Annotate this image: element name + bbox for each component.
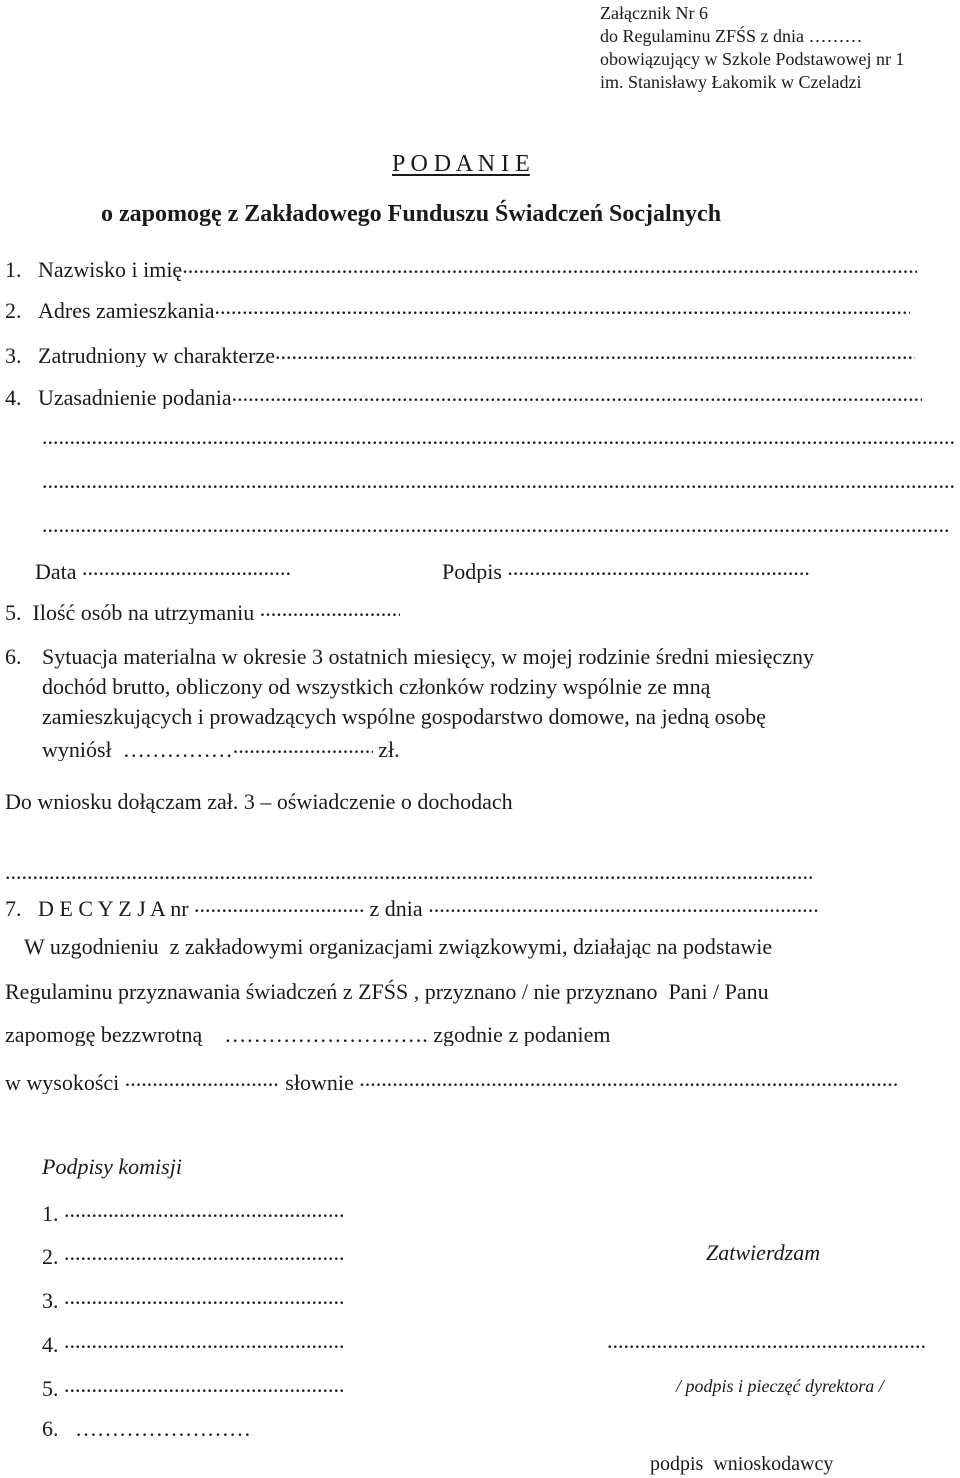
director-signature-label: / podpis i pieczęć dyrektora / (676, 1376, 884, 1396)
fill-line (359, 1068, 899, 1090)
field-number: 6. (5, 644, 22, 669)
commission-signature-2[interactable] (42, 1242, 362, 1268)
commission-number: 3. (42, 1288, 59, 1312)
commission-number: 4. (42, 1332, 59, 1356)
decision-label: D E C Y Z J A nr (38, 896, 189, 920)
fill-line (64, 1286, 344, 1308)
fill-line (64, 1330, 344, 1352)
fill-line (5, 861, 813, 883)
commission-title: Podpisy komisji (42, 1154, 182, 1179)
fill-line (507, 557, 809, 579)
fill-line (260, 598, 400, 620)
commission-signature-6[interactable] (42, 1418, 362, 1440)
justification-line-3[interactable] (42, 514, 957, 540)
fill-line: …………………… (75, 1418, 251, 1440)
fill-line (428, 894, 818, 916)
dependents-field[interactable] (5, 598, 465, 624)
field-number: 2. (5, 298, 22, 322)
justification-line-2[interactable] (42, 470, 957, 496)
decision-text-line-1: W uzgodnieniu z zakładowymi organizacjami związkowymi, działając na podstawie (24, 934, 773, 959)
commission-signature-5[interactable] (42, 1374, 362, 1400)
income-label: wyniósł (42, 737, 112, 761)
fill-line (64, 1199, 344, 1221)
grant-label: zapomogę bezzwrotną (5, 1024, 203, 1046)
commission-signature-1[interactable] (42, 1199, 362, 1225)
fill-line: ……………………… (224, 1024, 423, 1046)
date-field[interactable] (35, 557, 315, 583)
fill-line (182, 255, 917, 277)
attachment-fill-line[interactable] (5, 861, 815, 887)
justification-line-1[interactable] (42, 426, 957, 452)
field-number: 4. (5, 385, 22, 409)
school-patron: im. Stanisławy Łakomik w Czeladzi (600, 72, 862, 92)
school-name: obowiązujący w Szkole Podstawowej nr 1 (600, 49, 905, 69)
fill-line (64, 1242, 344, 1264)
fill-line (64, 1374, 344, 1396)
regulation-reference: do Regulaminu ZFŚS z dnia ……… (600, 26, 863, 46)
decision-text-line-3[interactable] (5, 1024, 905, 1046)
field-number: 1. (5, 257, 22, 281)
fill-line (215, 296, 910, 318)
field-label: Uzasadnienie podania (38, 385, 232, 409)
income-text-line-2: dochód brutto, obliczony od wszystkich członków rodziny wspólnie ze mną (42, 674, 711, 699)
attachment-number: Załącznik Nr 6 (600, 3, 708, 23)
approval-label: Zatwierdzam (706, 1240, 821, 1265)
income-text-line-1: Sytuacja materialna w okresie 3 ostatnich miesięcy, w mojej rodzinie średni miesięczny (42, 644, 814, 669)
commission-number: 6. (42, 1418, 59, 1440)
field-number: 5. (5, 600, 22, 624)
commission-signature-3[interactable] (42, 1286, 362, 1312)
field-number: 7. (5, 896, 22, 920)
field-address[interactable] (5, 296, 955, 322)
currency-label: zł. (378, 737, 400, 761)
field-label: Nazwisko i imię (38, 257, 183, 281)
field-justification[interactable] (5, 383, 955, 409)
fill-line (194, 894, 364, 916)
page-subtitle: o zapomogę z Zakładowego Funduszu Świadczeń Socjalnych (101, 201, 722, 227)
fill-line (42, 426, 954, 448)
applicant-signature-label: podpis wnioskodawcy (650, 1453, 834, 1475)
decision-text-line-2: Regulaminu przyznawania świadczeń z ZFŚS , przyznano / nie przyznano Pani / Panu (5, 979, 769, 1004)
commission-number: 5. (42, 1376, 59, 1400)
decision-header[interactable] (5, 894, 865, 920)
fill-line (233, 735, 373, 757)
fill-line (607, 1330, 925, 1352)
commission-signature-4[interactable] (42, 1330, 362, 1356)
signature-label: Podpis (442, 559, 502, 583)
income-amount-field[interactable] (42, 735, 522, 761)
grant-suffix: . zgodnie z podaniem (422, 1024, 611, 1046)
decision-date-label: z dnia (369, 896, 423, 920)
income-text-line-3: zamieszkujących i prowadzących wspólne gospodarstwo domowe, na jedną osobę (42, 704, 766, 729)
fill-line (82, 557, 292, 579)
words-label: słownie (285, 1070, 354, 1094)
commission-number: 2. (42, 1244, 59, 1268)
fill-line: …………… (122, 737, 233, 761)
director-signature-field[interactable] (607, 1330, 927, 1356)
commission-number: 1. (42, 1201, 59, 1225)
field-label: Ilość osób na utrzymaniu (32, 600, 255, 624)
page-title: P O D A N I E (392, 151, 530, 177)
attachment-note: Do wniosku dołączam zał. 3 – oświadczenie o dochodach (5, 789, 513, 814)
field-name[interactable] (5, 255, 955, 281)
field-employment[interactable] (5, 341, 955, 367)
amount-label: w wysokości (5, 1070, 120, 1094)
fill-line (42, 470, 954, 492)
date-label: Data (35, 559, 77, 583)
field-label: Adres zamieszkania (38, 298, 215, 322)
fill-line (275, 341, 915, 363)
field-number: 3. (5, 343, 22, 367)
signature-field[interactable] (442, 557, 842, 583)
amount-field[interactable] (5, 1068, 955, 1094)
fill-line (42, 514, 950, 536)
fill-line (232, 383, 922, 405)
field-label: Zatrudniony w charakterze (38, 343, 275, 367)
fill-line (125, 1068, 280, 1090)
